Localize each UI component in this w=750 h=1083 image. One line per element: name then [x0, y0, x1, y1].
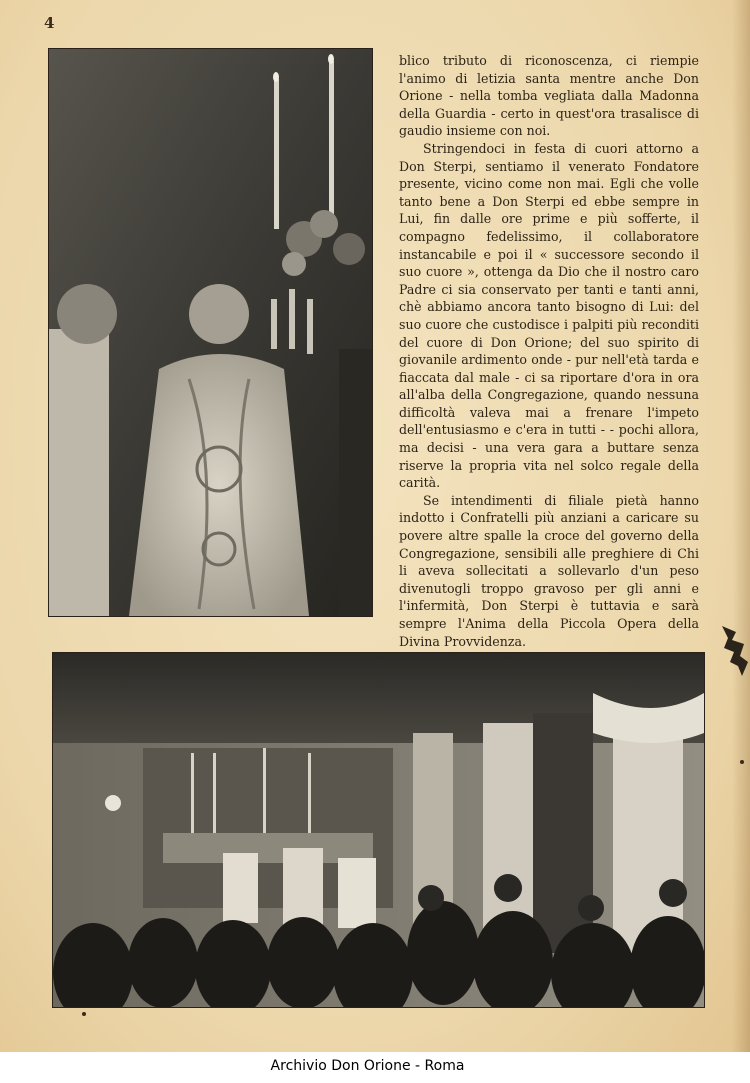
- photo-priest-vestment: [48, 48, 373, 617]
- article-text: [399, 52, 699, 650]
- article-paragraph: blico tributo di riconoscenza, ci riempie l'animo di letizia santa mentre anche Don Orione - nella tomba vegliata dalla Madonna della Guardia - certo in quest'ora trasalisce di gaudio insieme con noi.: [399, 53, 699, 139]
- print-speck: [82, 1012, 86, 1016]
- photo-chapel-mass: [52, 652, 705, 1008]
- archive-label: Archivio Don Orione - Roma: [270, 1058, 465, 1074]
- print-speck: [740, 760, 744, 764]
- torn-edge-mark: [718, 622, 750, 678]
- article-paragraph: Stringendoci in festa di cuori attorno a Don Sterpi, sentiamo il venerato Fondatore presente, vicino come non mai. Egli che volle tanto bene a Don Sterpi ed ebbe sempre in Lui, fin dalle ore prime e più sofferte, il compagno fedelissimo, il collaboratore instancabile e poi il « successore secondo il suo cuore », ottenga da Dio che il nostro caro Padre ci sia conservato per tanti e tanti anni, chè abbiamo ancora tanto bisogno di Lui: del suo cuore che custodisce i palpiti più reconditi del cuore di Don Orione; del suo spirito di giovanile ardimento onde - pur nell'età tarda e fiaccata dal male - ci sa riportare d'ora in ora all'alba della Congregazione, quando nessuna difficoltà valeva mai a frenare l'impeto dell'entusiasmo e c'era in tutti - - pochi allora, ma decisi - una vera gara a buttare senza riserve la propria vita nel solco regale della carità.: [399, 140, 699, 491]
- page-number: 4: [44, 14, 55, 32]
- page-edge-shadow: [732, 0, 750, 1083]
- article-paragraph: Se intendimenti di filiale pietà hanno indotto i Confratelli più anziani a caricare su povere altre spalle la croce del governo della Congregazione, sensibili alle preghiere di Chi li aveva sollecitati a sollevarlo d'un peso divenutogli troppo gravoso per gli anni e l'infermità, Don Sterpi è tuttavia e sarà sempre l'Anima della Piccola Opera della Divina Provvidenza.: [399, 492, 699, 649]
